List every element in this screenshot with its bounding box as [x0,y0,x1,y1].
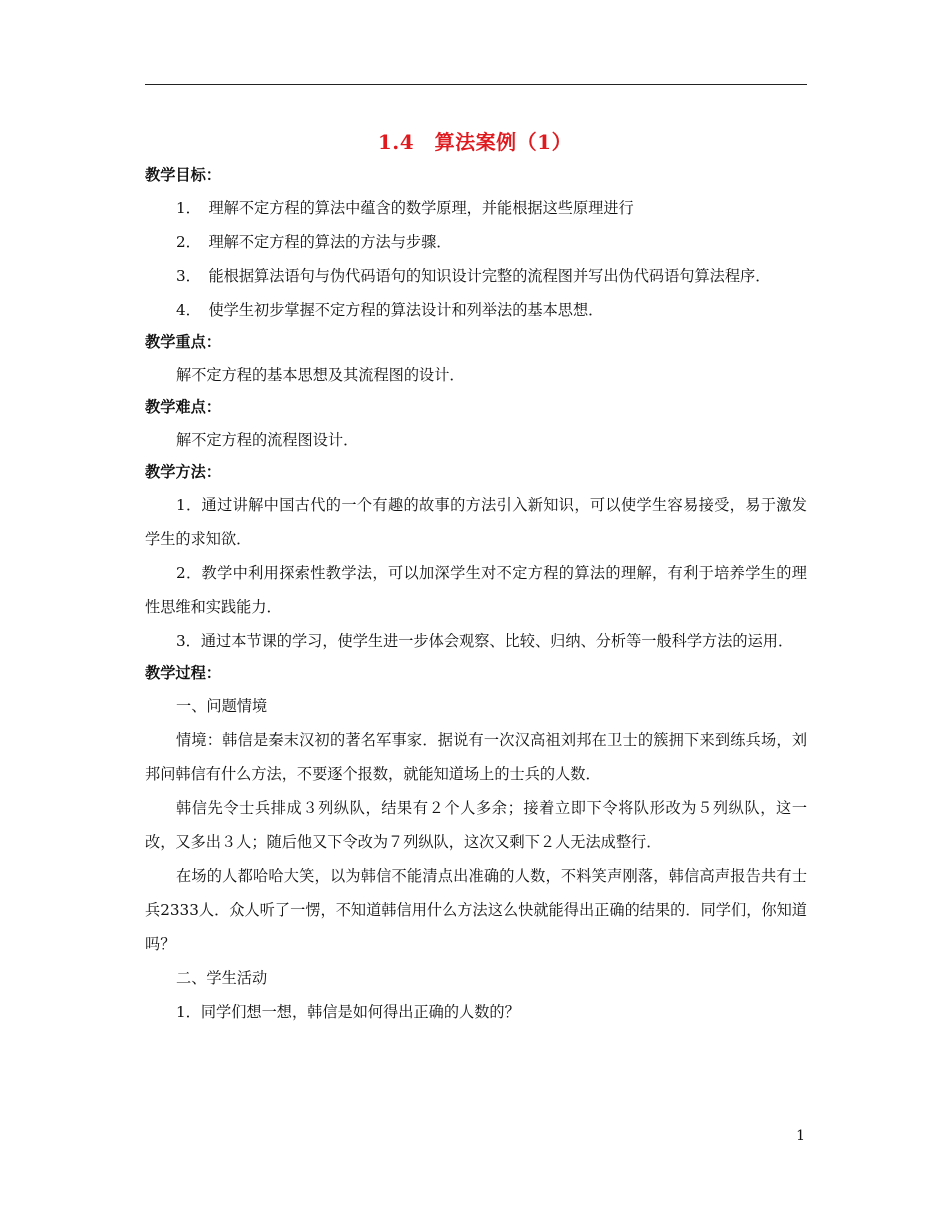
document-body [145,160,807,1029]
header-rule [145,84,807,85]
methods-heading: 教学方法： [145,463,221,481]
method-item: 2．教学中利用探索性教学法，可以加深学生对不定方程的算法的理解，有利于培养学生的理性思维和实践能力． [145,564,807,616]
page-number: 1 [796,1128,805,1144]
method-item: 3．通过本节课的学习，使学生进一步体会观察、比较、归纳、分析等一般科学方法的运用． [176,632,794,650]
method-item: 1．通过讲解中国古代的一个有趣的故事的方法引入新知识，可以使学生容易接受，易于激发学生的求知欲． [145,496,807,548]
difficulties-text: 解不定方程的流程图设计． [176,431,359,449]
objectives-heading: 教学目标： [145,166,221,184]
objective-item: 4． 使学生初步掌握不定方程的算法设计和列举法的基本思想． [176,301,604,319]
page-title: 1.4 算法案例（1） [377,130,573,154]
key-points-heading: 教学重点： [145,333,221,351]
process-paragraph: 情境：韩信是秦末汉初的著名军事家．据说有一次汉高祖刘邦在卫士的簇拥下来到练兵场，刘邦问韩信有什么方法，不要逐个报数，就能知道场上的士兵的人数． [145,731,807,783]
objective-item: 1． 理解不定方程的算法中蕴含的数学原理，并能根据这些原理进行 [176,199,634,217]
process-subheading: 二、学生活动 [176,969,268,987]
difficulties-heading: 教学难点： [145,398,221,416]
key-points-text: 解不定方程的基本思想及其流程图的设计． [176,366,465,384]
process-question: 1．同学们想一想，韩信是如何得出正确的人数的？ [176,1003,520,1021]
process-heading: 教学过程： [145,664,221,682]
objective-item: 2． 理解不定方程的算法的方法与步骤． [176,233,452,251]
process-paragraph: 韩信先令士兵排成３列纵队，结果有２个人多余；接着立即下令将队形改为５列纵队，这一改，又多出３人；随后他又下令改为７列纵队，这次又剩下２人无法成整行． [145,799,807,851]
process-subheading: 一、问题情境 [176,697,268,715]
objective-item: 3． 能根据算法语句与伪代码语句的知识设计完整的流程图并写出伪代码语句算法程序． [176,267,771,285]
process-paragraph: 在场的人都哈哈大笑，以为韩信不能清点出准确的人数，不料笑声刚落，韩信高声报告共有士兵2333人．众人听了一愣，不知道韩信用什么方法这么快就能得出正确的结果的．同学们，你知道吗？ [145,867,807,953]
